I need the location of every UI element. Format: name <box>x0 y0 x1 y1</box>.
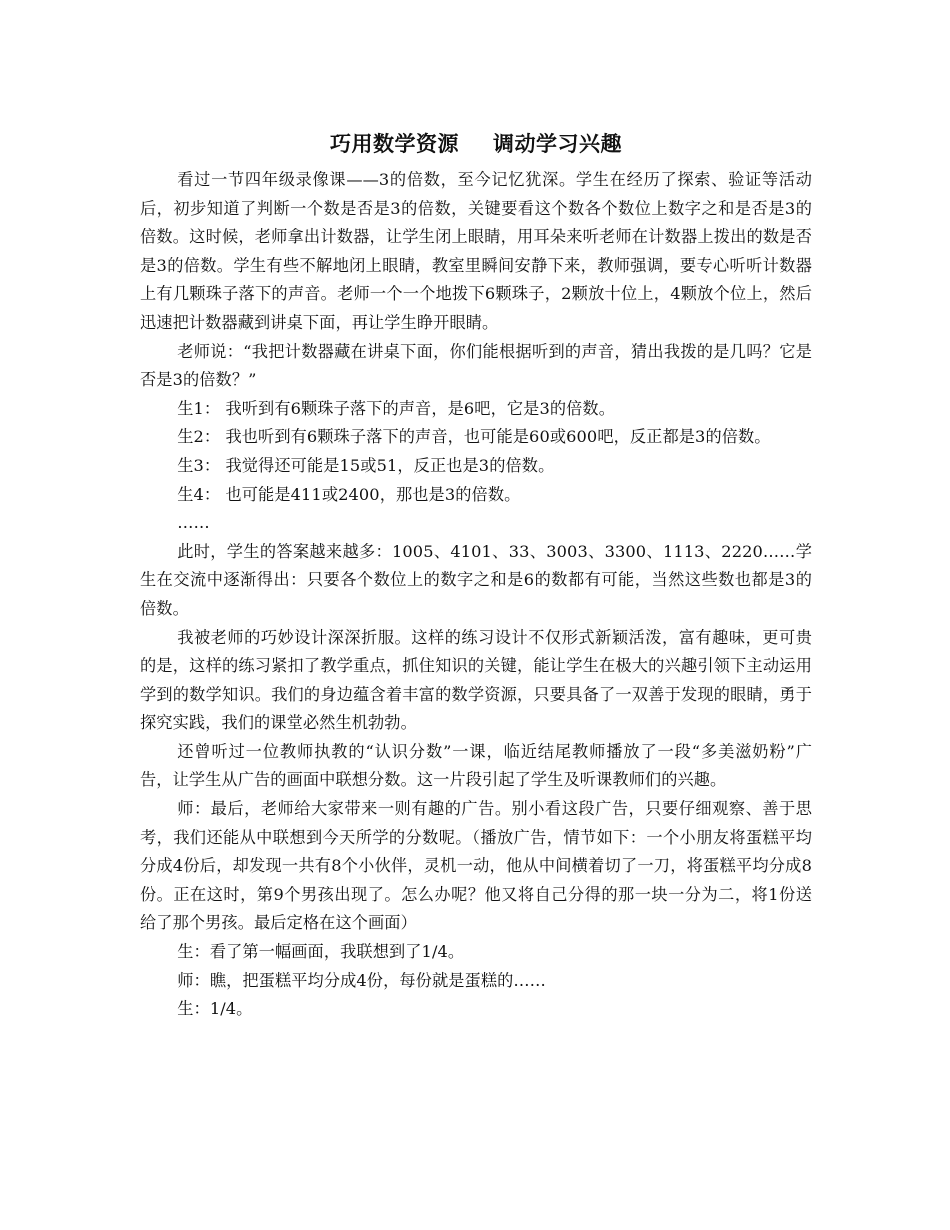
paragraph-13: 师：瞧，把蛋糕平均分成4份，每份就是蛋糕的…… <box>177 970 546 990</box>
paragraph-12: 生：看了第一幅画面，我联想到了1/4。 <box>177 942 465 962</box>
paragraph-1: 看过一节四年级录像课——3的倍数，至今记忆犹深。学生在经历了探索、验证等活动后，初步知道了判断一个数是否是3的倍数，关键要看这个数各个数位上数字之和是否是3的倍数。这时候，老师拿出计数器，让学生闭上眼睛，用耳朵来听老师在计数器上拨出的数是否是3的倍数。学生有些不解地闭上眼睛，教室里瞬间安静下来，教师强调，要专心听听计数器上有几颗珠子落下的声音。老师一个一个地拨下6颗珠子，2颗放十位上，4颗放个位上，然后迅速把计数器藏到讲桌下面，再让学生睁开眼睛。 <box>140 170 812 332</box>
title-part-2: 调动学习兴趣 <box>493 132 622 156</box>
title-part-1: 巧用数学资源 <box>330 132 459 156</box>
paragraph-9: 我被老师的巧妙设计深深折服。这样的练习设计不仅形式新颖活泼，富有趣味，更可贵的是，这样的练习紧扣了教学重点，抓住知识的关键，能让学生在极大的兴趣引领下主动运用学到的数学知识。我们的身边蕴含着丰富的数学资源，只要具备了一双善于发现的眼睛，勇于探究实践，我们的课堂必然生机勃勃。 <box>140 627 812 733</box>
document-title <box>140 128 812 160</box>
paragraph-7: …… <box>177 513 210 533</box>
paragraph-11: 师：最后，老师给大家带来一则有趣的广告。别小看这段广告，只要仔细观察、善于思考，我们还能从中联想到今天所学的分数呢。（播放广告，情节如下：一个小朋友将蛋糕平均分成4份后，却发现一共有8个小伙伴，灵机一动，他从中间横着切了一刀，将蛋糕平均分成8份。正在这时，第9个男孩出现了。怎么办呢？他又将自己分得的那一块一分为二，将1份送给了那个男孩。最后定格在这个画面） <box>140 799 812 933</box>
paragraph-5: 生3： 我觉得还可能是15或51，反正也是3的倍数。 <box>177 455 555 475</box>
paragraph-2: 老师说：“我把计数器藏在讲桌下面，你们能根据听到的声音，猜出我拨的是几吗？它是否是3的倍数？” <box>140 341 812 390</box>
document-page <box>140 128 812 1024</box>
paragraph-4: 生2： 我也听到有6颗珠子落下的声音，也可能是60或600吧，反正都是3的倍数。 <box>177 427 771 447</box>
paragraph-3: 生1： 我听到有6颗珠子落下的声音，是6吧，它是3的倍数。 <box>177 398 615 418</box>
paragraph-6: 生4： 也可能是411或2400，那也是3的倍数。 <box>177 484 521 504</box>
paragraph-8: 此时，学生的答案越来越多：1005、4101、33、3003、3300、1113、2220……学生在交流中逐渐得出：只要各个数位上的数字之和是6的数都有可能，当然这些数也都是3的倍数。 <box>140 541 812 618</box>
paragraph-14: 生：1/4。 <box>177 999 253 1019</box>
paragraph-10: 还曾听过一位教师执教的“认识分数”一课，临近结尾教师播放了一段“多美滋奶粉”广告，让学生从广告的画面中联想分数。这一片段引起了学生及听课教师们的兴趣。 <box>140 741 812 790</box>
